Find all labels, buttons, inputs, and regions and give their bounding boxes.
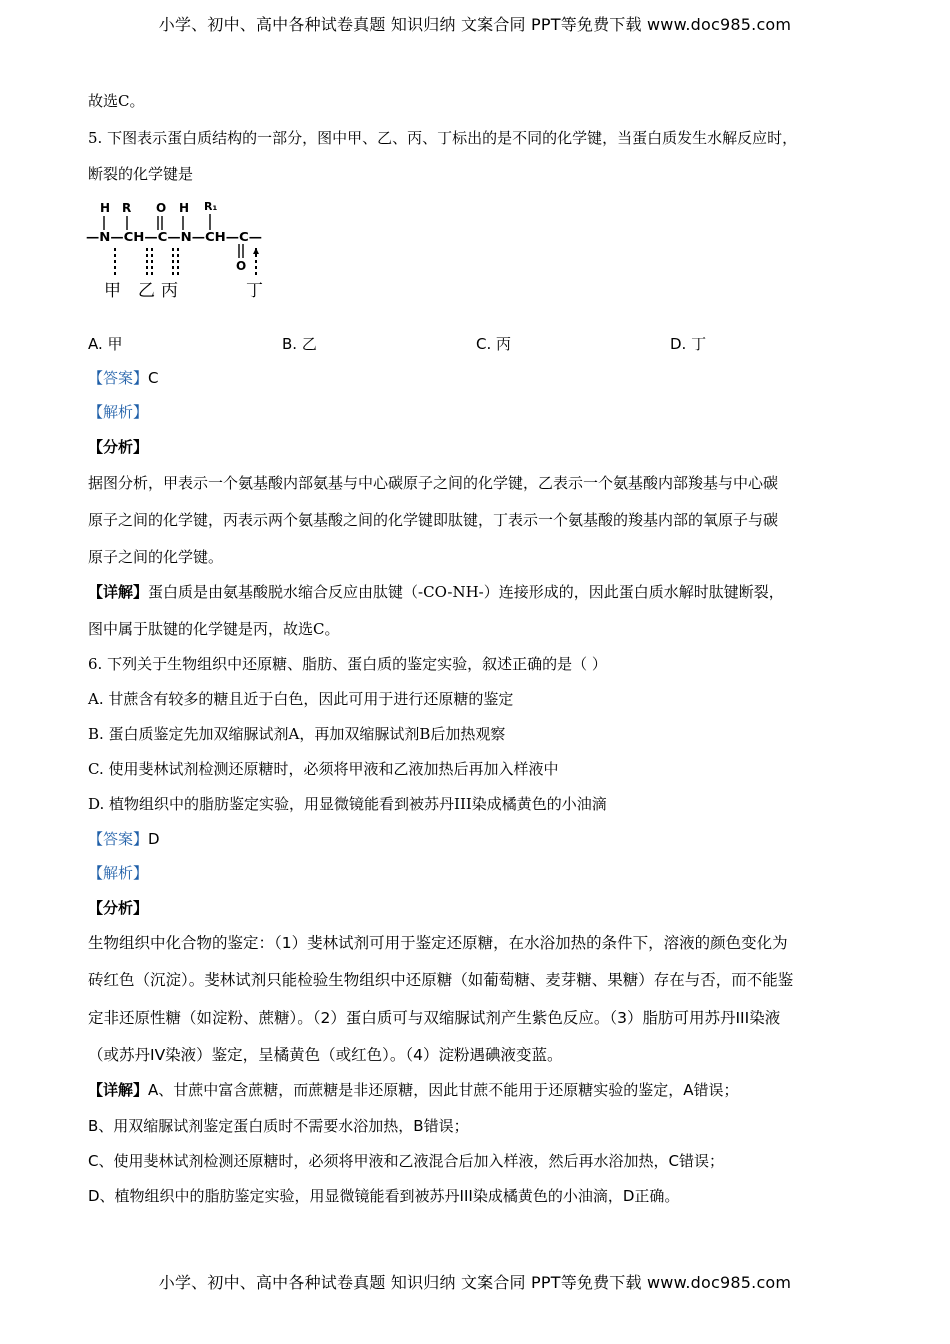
q6-fenxi-line: 定非还原性糖（如淀粉、蔗糖）。（2）蛋白质可与双缩脲试剂产生紫色反应。（3）脂肪可用苏丹III染液 bbox=[88, 1009, 781, 1027]
q5-option-d: D. 丁 bbox=[670, 335, 707, 353]
q6-analysis-tag bbox=[88, 862, 148, 883]
q5-detail-line1 bbox=[88, 581, 784, 602]
q6-detail-line bbox=[88, 1079, 739, 1100]
peptide-structure-diagram bbox=[86, 196, 286, 306]
q5-fenxi-line: 原子之间的化学键。 bbox=[88, 548, 224, 566]
q6-fenxi-line: （或苏丹IV染液）鉴定，呈橘黄色（或红色）。（4）淀粉遇碘液变蓝。 bbox=[88, 1046, 563, 1064]
q5-detail-line2: 图中属于肽键的化学键是丙，故选C。 bbox=[88, 620, 340, 638]
analysis-tag: 【解析】 bbox=[88, 403, 149, 421]
q5-option-c: C. 丙 bbox=[476, 335, 512, 353]
q6-fenxi-line: 砖红色（沉淀）。斐林试剂只能检验生物组织中还原糖（如葡萄糖、麦芽糖、果糖）存在与否，而不能鉴 bbox=[88, 971, 794, 989]
answer-tag: 【答案】 bbox=[88, 830, 149, 848]
analysis-tag: 【解析】 bbox=[88, 864, 149, 882]
q6-fenxi-tag: 【分析】 bbox=[88, 899, 149, 917]
q6-option-a: A. 甘蔗含有较多的糖且近于白色，因此可用于进行还原糖的鉴定 bbox=[88, 690, 514, 708]
q5-fenxi-tag: 【分析】 bbox=[88, 438, 149, 456]
atom-r1: R₁ bbox=[204, 200, 218, 213]
page-footer: 小学、初中、高中各种试卷真题 知识归纳 文案合同 PPT等免费下载 www.doc985.com bbox=[158, 1273, 792, 1292]
detail-tag: 【详解】 bbox=[88, 1081, 149, 1099]
label-ding: 丁 bbox=[246, 281, 263, 301]
q6-detail-line: C、使用斐林试剂检测还原糖时，必须将甲液和乙液混合后加入样液，然后再水浴加热，C错误； bbox=[88, 1152, 724, 1170]
label-bing: 丙 bbox=[161, 281, 178, 301]
q6-option-c: C. 使用斐林试剂检测还原糖时，必须将甲液和乙液加热后再加入样液中 bbox=[88, 760, 559, 778]
q6-option-d: D. 植物组织中的脂肪鉴定实验，用显微镜能看到被苏丹III染成橘黄色的小油滴 bbox=[88, 795, 607, 813]
answer-tag: 【答案】 bbox=[88, 369, 149, 387]
atom-h2: H bbox=[179, 201, 190, 215]
q6-fenxi-line: 生物组织中化合物的鉴定：（1）斐林试剂可用于鉴定还原糖，在水浴加热的条件下，溶液的颜色变化为 bbox=[88, 934, 788, 952]
previous-conclusion: 故选C。 bbox=[88, 92, 145, 110]
q5-fenxi-line: 据图分析，甲表示一个氨基酸内部氨基与中心碳原子之间的化学键，乙表示一个氨基酸内部羧基与中心碳 bbox=[88, 474, 779, 492]
q5-fenxi-line: 原子之间的化学键，丙表示两个氨基酸之间的化学键即肽键，丁表示一个氨基酸的羧基内部的氧原子与碳 bbox=[88, 511, 779, 529]
detail-text: 蛋白质是由氨基酸脱水缩合反应由肽键（-CO-NH-）连接形成的，因此蛋白质水解时肽键断裂， bbox=[148, 583, 784, 601]
atom-o-bottom: O bbox=[236, 259, 247, 273]
q5-option-b: B. 乙 bbox=[282, 335, 317, 353]
q6-detail-line: D、植物组织中的脂肪鉴定实验，用显微镜能看到被苏丹III染成橘黄色的小油滴，D正确。 bbox=[88, 1187, 680, 1205]
q6-stem: 6. 下列关于生物组织中还原糖、脂肪、蛋白质的鉴定实验，叙述正确的是（ ） bbox=[88, 655, 607, 673]
q6-option-b: B. 蛋白质鉴定先加双缩脲试剂A，再加双缩脲试剂B后加热观察 bbox=[88, 725, 506, 743]
peptide-chain: —N—CH—C—N—CH—C— bbox=[86, 229, 262, 244]
atom-r: R bbox=[122, 201, 132, 215]
q5-answer-line bbox=[88, 367, 159, 388]
q5-analysis-tag bbox=[88, 401, 148, 422]
answer-value: C bbox=[148, 369, 159, 387]
q6-detail-line: B、用双缩脲试剂鉴定蛋白质时不需要水浴加热，B错误； bbox=[88, 1117, 469, 1135]
label-jia: 甲 bbox=[104, 281, 121, 301]
page-header: 小学、初中、高中各种试卷真题 知识归纳 文案合同 PPT等免费下载 www.doc985.com bbox=[158, 15, 792, 34]
answer-value: D bbox=[148, 830, 160, 848]
q5-stem-line1: 5. 下图表示蛋白质结构的一部分，图中甲、乙、丙、丁标出的是不同的化学键，当蛋白质发生水解反应时， bbox=[88, 129, 798, 147]
q5-option-a: A. 甲 bbox=[88, 335, 123, 353]
q5-stem-line2: 断裂的化学键是 bbox=[88, 165, 194, 183]
atom-h1: H bbox=[100, 201, 111, 215]
label-yi: 乙 bbox=[138, 281, 155, 301]
detail-text: A、甘蔗中富含蔗糖，而蔗糖是非还原糖，因此甘蔗不能用于还原糖实验的鉴定，A错误； bbox=[148, 1081, 739, 1099]
q6-answer-line bbox=[88, 828, 160, 849]
detail-tag: 【详解】 bbox=[88, 583, 149, 601]
atom-o-top: O bbox=[156, 201, 167, 215]
